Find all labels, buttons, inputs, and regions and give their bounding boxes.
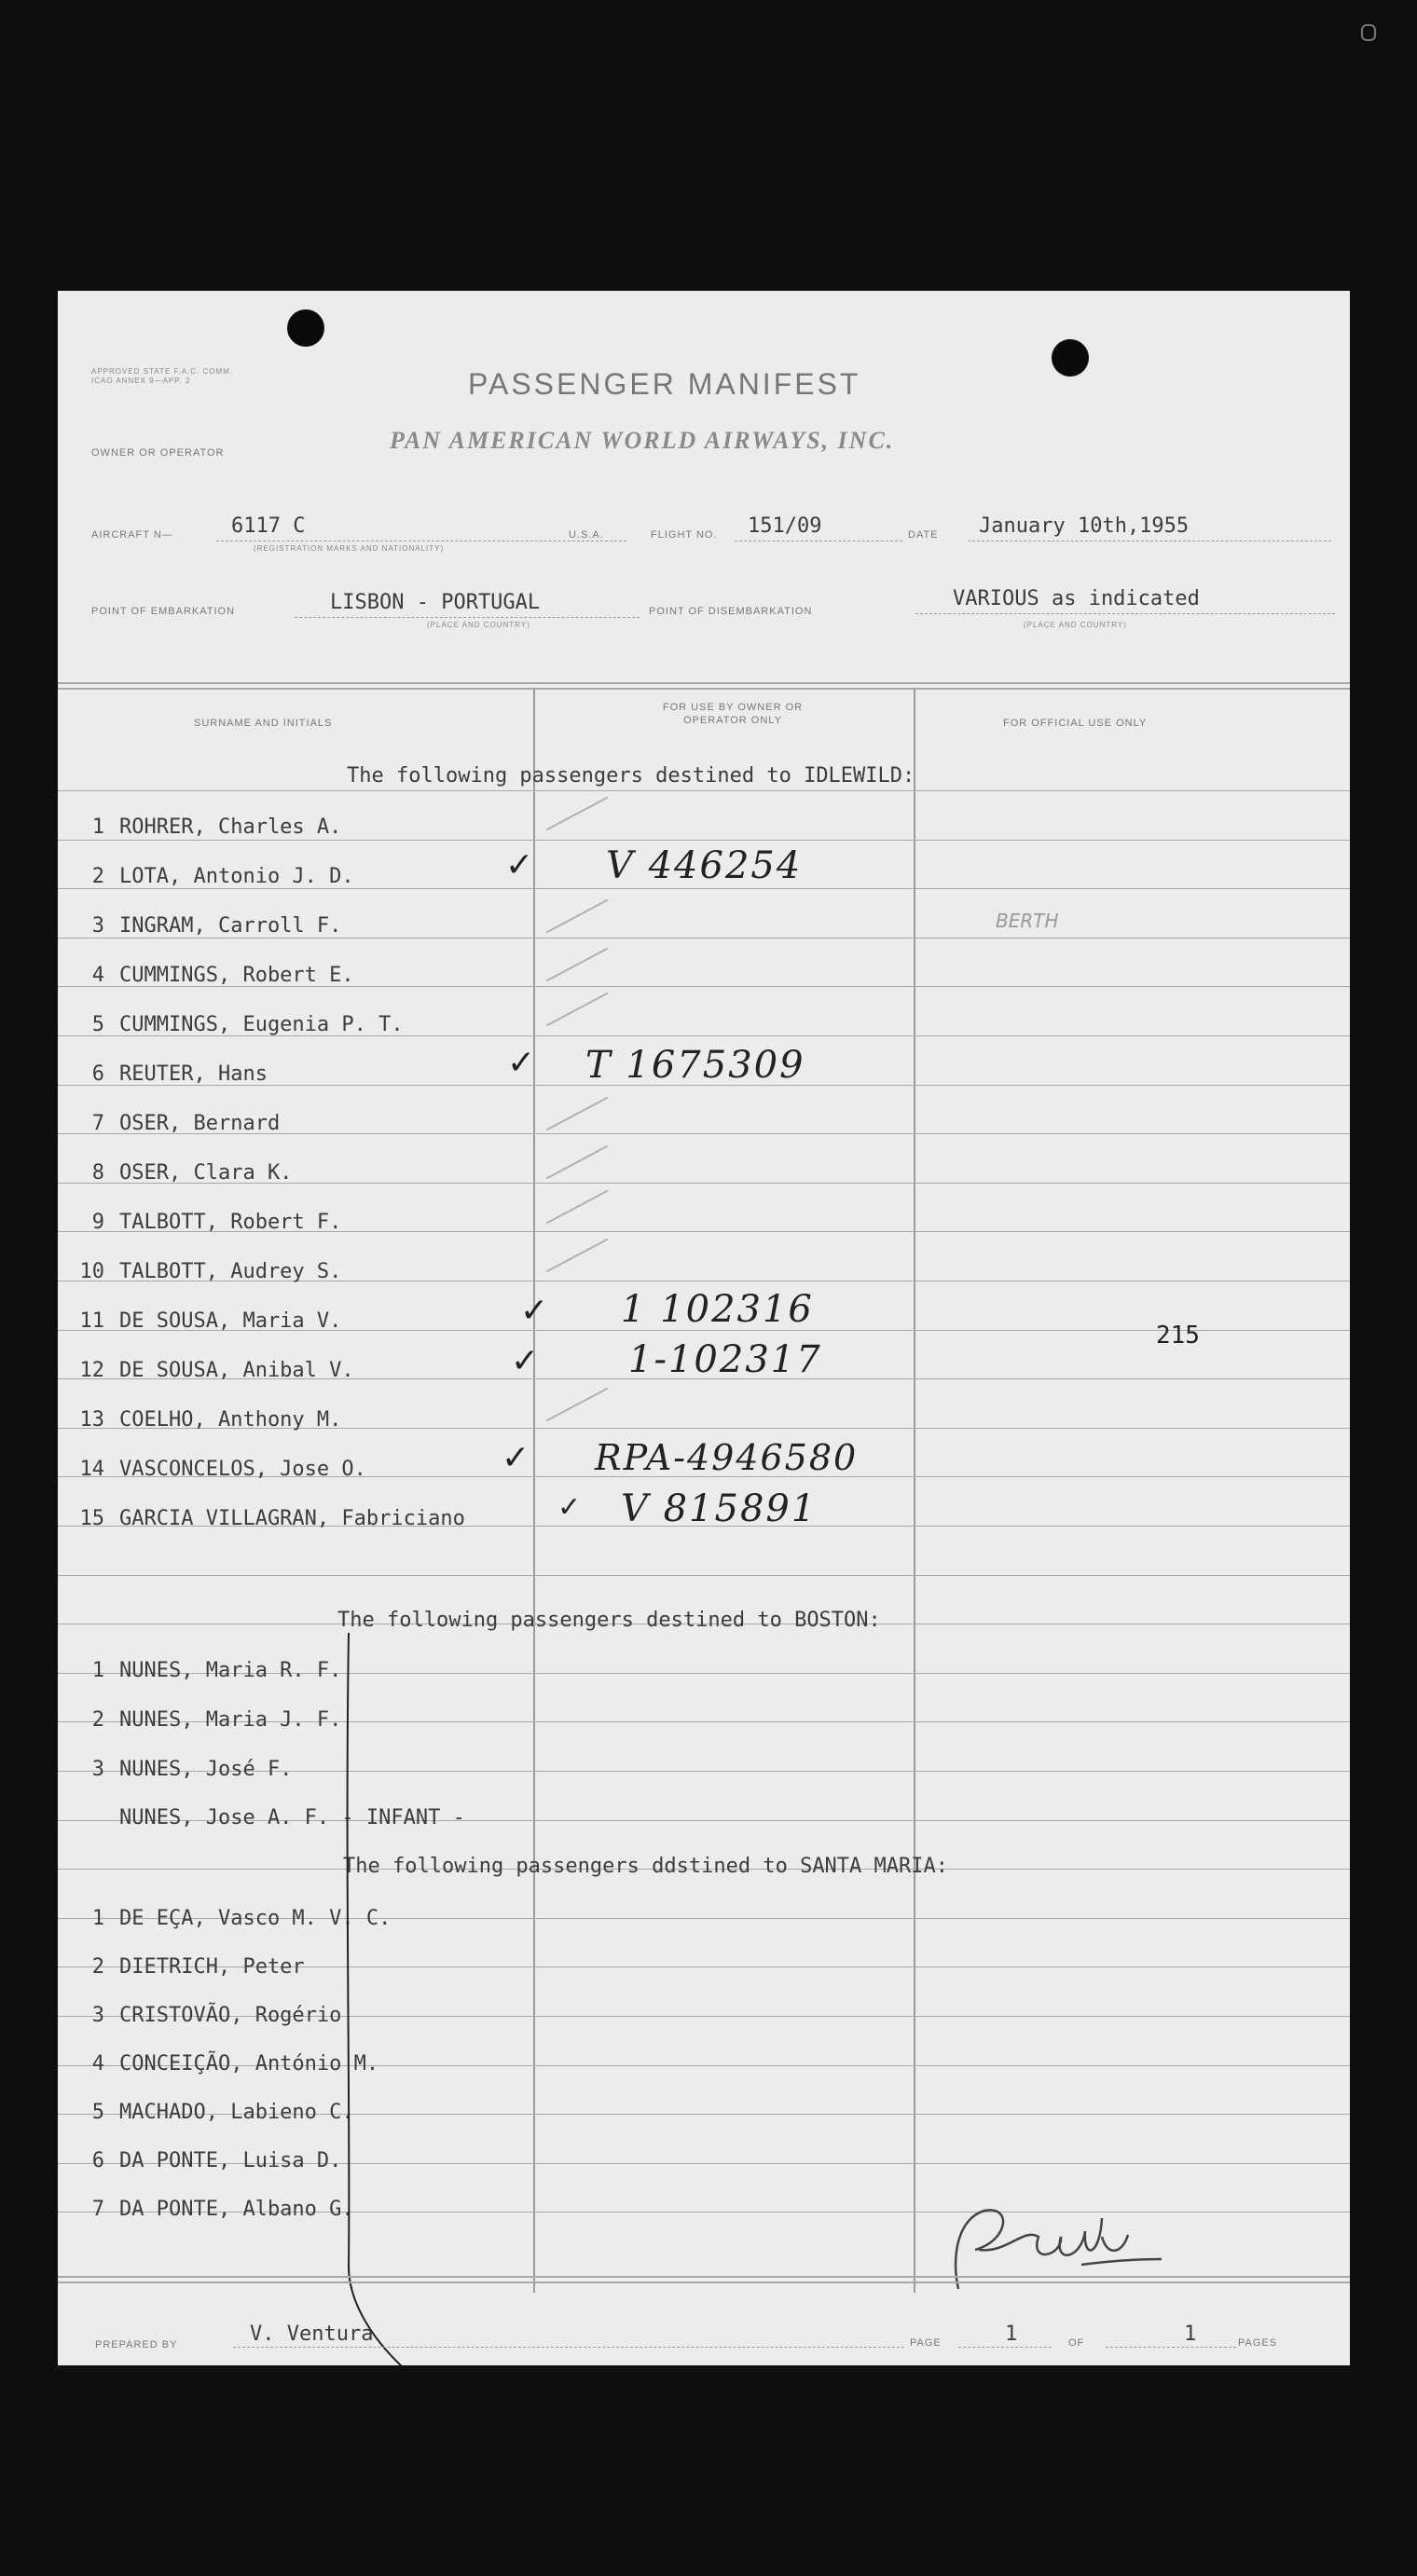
list-item: DE EÇA, Vasco M. V. C. [119, 1907, 392, 1930]
list-item: REUTER, Hans [119, 1062, 268, 1086]
section-heading-santa-maria: The following passengers ddstined to SANTA MARIA: [343, 1855, 949, 1878]
list-item: DE SOUSA, Anibal V. [119, 1359, 354, 1382]
list-item: INGRAM, Carroll F. [119, 914, 342, 938]
list-item-number: 12 [79, 1359, 104, 1382]
checkmark-icon: ✓ [520, 1292, 549, 1330]
list-item-number: 9 [91, 1211, 104, 1234]
list-item: CUMMINGS, Robert E. [119, 964, 354, 987]
disembark-sublabel: (PLACE AND COUNTRY) [1024, 621, 1127, 629]
manifest-sheet [58, 291, 1350, 2365]
official-note: BERTH [996, 910, 1059, 932]
list-item: TALBOTT, Robert F. [119, 1211, 342, 1234]
list-item-number: 3 [91, 1758, 104, 1781]
doc-number: V 815891 [621, 1487, 818, 1530]
bracket-line [337, 1633, 440, 2365]
row-rule [58, 840, 1350, 841]
list-item: DE SOUSA, Maria V. [119, 1309, 342, 1333]
owner-label: OWNER OR OPERATOR [91, 447, 225, 459]
column-header-owner-use: FOR USE BY OWNER OR OPERATOR ONLY [662, 702, 804, 726]
list-item-number: 3 [91, 914, 104, 938]
list-item-number: 3 [91, 2004, 104, 2027]
pages-label: PAGES [1238, 2337, 1278, 2349]
list-item-number: 13 [79, 1408, 104, 1432]
list-item: NUNES, José F. [119, 1758, 293, 1781]
prepared-label: PREPARED BY [95, 2339, 178, 2350]
embark-sublabel: (PLACE AND COUNTRY) [427, 621, 530, 629]
aircraft-label: AIRCRAFT N— [91, 529, 173, 541]
list-item-number: 4 [91, 964, 104, 987]
column-header-surname: SURNAME AND INITIALS [194, 718, 333, 729]
doc-number: V 446254 [606, 844, 803, 887]
approval-text: APPROVED STATE F.A.C. COMM. ICAO ANNEX 9—APP. 2 [91, 367, 234, 385]
list-item-number: 15 [79, 1507, 104, 1530]
list-item-number: 4 [91, 2052, 104, 2076]
page-label: PAGE [910, 2337, 942, 2349]
flight-label: FLIGHT NO. [651, 529, 718, 541]
list-item: CRISTOVÃO, Rogério [119, 2004, 342, 2027]
list-item-number: 1 [91, 1907, 104, 1930]
section-heading-boston: The following passengers destined to BOSTON: [337, 1609, 881, 1632]
list-item-number: 6 [91, 1062, 104, 1086]
airline-name: PAN AMERICAN WORLD AIRWAYS, INC. [390, 427, 895, 454]
of-label: OF [1068, 2337, 1085, 2349]
list-item: NUNES, Maria R. F. [119, 1659, 342, 1682]
list-item-number: 1 [91, 1659, 104, 1682]
punch-hole-left [287, 309, 324, 347]
list-item: LOTA, Antonio J. D. [119, 865, 354, 888]
list-item: GARCIA VILLAGRAN, Fabriciano [119, 1507, 465, 1530]
signature [942, 2199, 1165, 2302]
list-item: DA PONTE, Albano G. [119, 2198, 354, 2221]
official-number: 215 [1156, 1322, 1200, 1350]
list-item: MACHADO, Labieno C. [119, 2101, 354, 2124]
date-label: DATE [908, 529, 939, 541]
list-item: TALBOTT, Audrey S. [119, 1260, 342, 1283]
disembark-value: VARIOUS as indicated [953, 587, 1200, 610]
list-item-number: 2 [91, 865, 104, 888]
usa-label: U.S.A. [569, 529, 604, 541]
list-item: CUMMINGS, Eugenia P. T. [119, 1013, 404, 1036]
list-item: NUNES, Jose A. F. - INFANT - [119, 1806, 465, 1829]
list-item: DIETRICH, Peter [119, 1955, 305, 1979]
embark-label: POINT OF EMBARKATION [91, 606, 236, 617]
list-item: DA PONTE, Luisa D. [119, 2149, 342, 2172]
row-rule [58, 888, 1350, 889]
row-rule [58, 790, 1350, 791]
list-item-number: 10 [79, 1260, 104, 1283]
list-item-number: 6 [91, 2149, 104, 2172]
list-item: OSER, Bernard [119, 1112, 281, 1135]
punch-hole-right [1052, 339, 1089, 377]
aircraft-value: 6117 C [231, 514, 306, 538]
list-item-number: 5 [91, 1013, 104, 1036]
checkmark-icon: ✓ [557, 1491, 582, 1524]
checkmark-icon: ✓ [505, 846, 534, 884]
checkmark-icon: ✓ [507, 1044, 536, 1082]
page-title: PASSENGER MANIFEST [468, 367, 861, 401]
disembark-label: POINT OF DISEMBARKATION [649, 606, 813, 617]
doc-number: RPA-4946580 [595, 1437, 859, 1478]
list-item-number: 8 [91, 1161, 104, 1185]
embark-value: LISBON - PORTUGAL [330, 591, 541, 614]
list-item: CONCEIÇÃO, António M. [119, 2052, 379, 2076]
list-item: ROHRER, Charles A. [119, 815, 342, 839]
list-item: NUNES, Maria J. F. [119, 1708, 342, 1732]
row-rule [58, 938, 1350, 939]
pages-total: 1 [1184, 2323, 1197, 2346]
list-item-number: 5 [91, 2101, 104, 2124]
list-item: VASCONCELOS, Jose O. [119, 1458, 366, 1481]
row-rule [58, 1575, 1350, 1576]
doc-number: 1 102316 [621, 1288, 814, 1331]
list-item: COELHO, Anthony M. [119, 1408, 342, 1432]
list-item-number: 14 [79, 1458, 104, 1481]
list-item-number: 7 [91, 1112, 104, 1135]
list-item-number: 2 [91, 1955, 104, 1979]
checkmark-icon: ✓ [502, 1439, 530, 1477]
aircraft-sublabel: (REGISTRATION MARKS AND NATIONALITY) [254, 544, 445, 553]
list-item-number: 7 [91, 2198, 104, 2221]
list-item: OSER, Clara K. [119, 1161, 293, 1185]
list-item-number: 1 [91, 815, 104, 839]
list-item-number: 2 [91, 1708, 104, 1732]
prepared-value: V. Ventura [250, 2323, 374, 2346]
corner-mark [1361, 24, 1376, 41]
flight-value: 151/09 [748, 514, 822, 538]
column-divider-1 [533, 690, 535, 2293]
checkmark-icon: ✓ [511, 1342, 540, 1380]
section-heading-idlewild: The following passengers destined to IDLEWILD: [347, 764, 915, 788]
doc-number: 1-102317 [628, 1338, 822, 1381]
doc-number: T 1675309 [585, 1044, 805, 1087]
column-divider-2 [914, 690, 915, 2293]
page-number: 1 [1005, 2323, 1018, 2346]
date-value: January 10th,1955 [979, 514, 1190, 538]
list-item-number: 11 [79, 1309, 104, 1333]
column-header-official-use: FOR OFFICIAL USE ONLY [1003, 718, 1148, 729]
